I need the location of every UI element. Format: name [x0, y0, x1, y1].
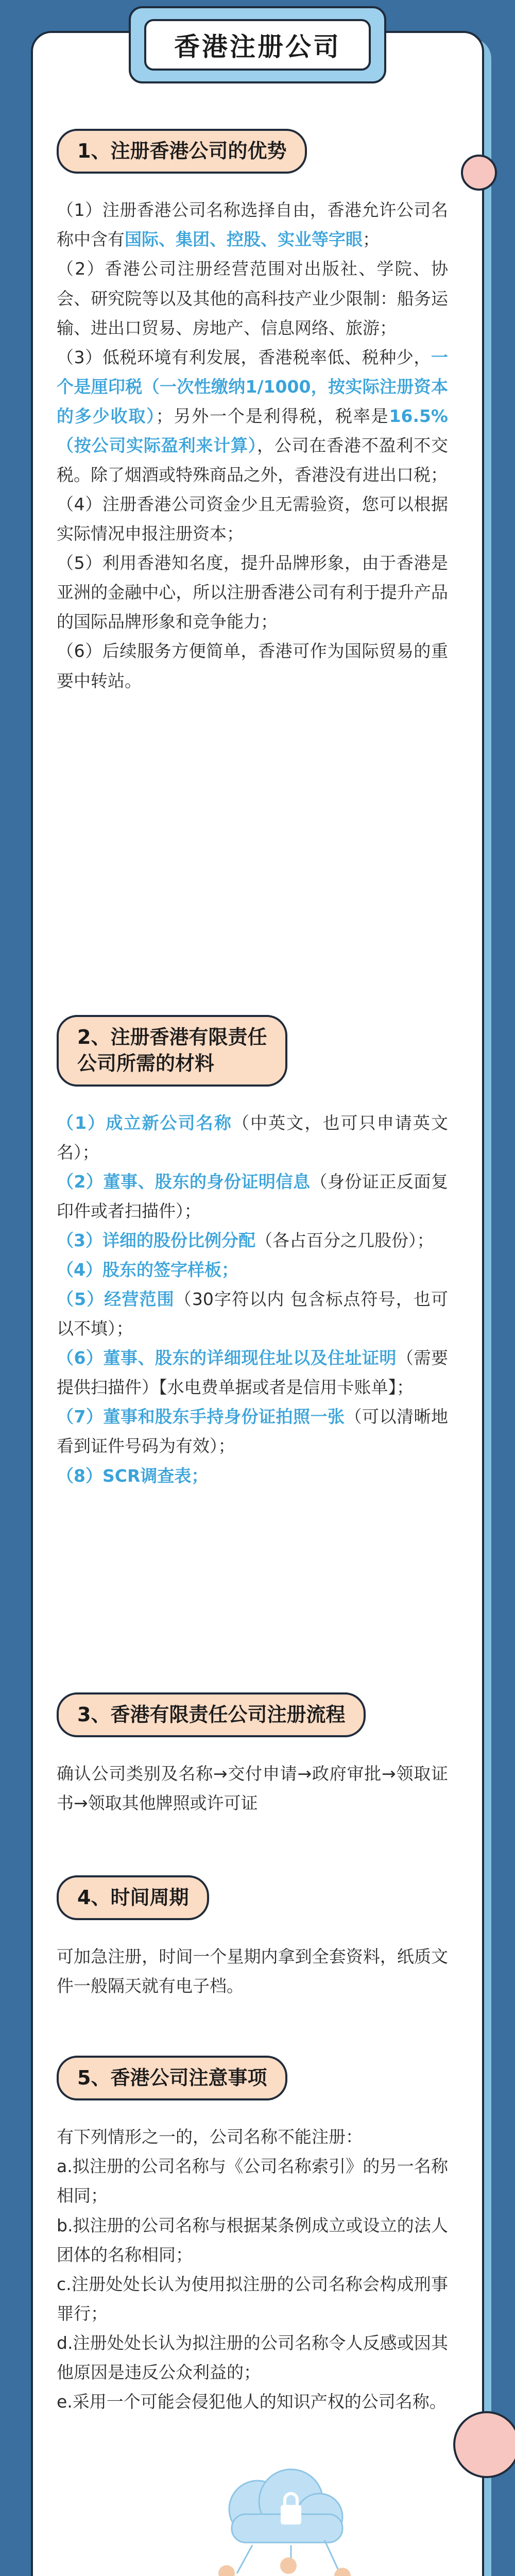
list-item: （2）董事、股东的身份证明信息（身份证正反面复印件或者扫描件）； — [57, 1171, 448, 1221]
section-notes — [57, 2056, 464, 2416]
section-heading: 3、香港有限责任公司注册流程 — [57, 1692, 366, 1737]
list-item: （5）经营范围（30字符以内 包含标点符号，也可以不填）； — [57, 1289, 448, 1339]
decorative-dot — [461, 155, 497, 191]
list-item: （8）SCR调查表； — [57, 1465, 209, 1486]
paragraph: 确认公司类别及名称→交付申请→政府审批→领取证书→领取其他牌照或许可证 — [57, 1764, 448, 1814]
section-heading: 4、时间周期 — [57, 1875, 209, 1920]
paragraph: （3）低税环境有利发展，香港税率低、税种少，一个是厘印税（一次性缴纳1/1000，按实际注册资本的多少收取）；另外一个是利得税，税率是16.5%（按公司实际盈利来计算），公司在香港不盈利不交税。除了烟酒或特殊商品之外，香港没有进出口税； — [57, 347, 449, 485]
list-item: e.采用一个可能会侵犯他人的知识产权的公司名称。 — [57, 2392, 447, 2412]
list-item: d.注册处处长认为拟注册的公司名称令人反感或因其他原因是违反公众利益的； — [57, 2332, 448, 2382]
paragraph: （5）利用香港知名度，提升品牌形象，由于香港是亚洲的金融中心，所以注册香港公司有利于提升产品的国际品牌形象和竞争能力； — [57, 553, 448, 632]
page-title: 香港注册公司 — [144, 19, 371, 71]
paragraph: 可加急注册，时间一个星期内拿到全套资料，纸质文件一般隔天就有电子档。 — [57, 1946, 448, 1996]
list-item: （7）董事和股东手持身份证拍照一张（可以清晰地看到证件号码为有效）； — [57, 1406, 449, 1456]
list-item: （1）成立新公司名称（中英文，也可只申请英文名）； — [57, 1112, 449, 1162]
section-body — [57, 1108, 448, 1490]
section-body — [57, 195, 448, 695]
paragraph: 有下列情形之一的，公司名称不能注册： — [57, 2127, 363, 2147]
decorative-dot — [453, 2411, 515, 2478]
paragraph: （6）后续服务方便简单，香港可作为国际贸易的重要中转站。 — [57, 641, 448, 691]
section-process — [57, 1692, 464, 1818]
section-timeline — [57, 1875, 464, 2001]
title-tab — [129, 6, 386, 83]
list-item: b.拟注册的公司名称与根据某条例成立或设立的法人团体的名称相同； — [57, 2215, 448, 2265]
list-item: （3）详细的股份比例分配（各占百分之几股份）； — [57, 1230, 434, 1250]
section-body — [57, 2122, 448, 2416]
section-body — [57, 1942, 448, 2001]
office-team-cloud-illustration — [170, 2463, 376, 2576]
list-item: （4）股东的签字样板； — [57, 1259, 238, 1280]
paragraph: （2）香港公司注册经营范围对出版社、学院、协会、研究院等以及其他的高科技产业少限制：船务运输、进出口贸易、房地产、信息网络、旅游； — [57, 259, 448, 338]
section-advantages — [57, 129, 464, 696]
section-heading: 1、注册香港公司的优势 — [57, 129, 307, 174]
section-materials — [57, 1015, 464, 1490]
list-item: c.注册处处长认为使用拟注册的公司名称会构成刑事罪行； — [57, 2274, 448, 2324]
section-heading: 2、注册香港有限责任 公司所需的材料 — [57, 1015, 287, 1087]
section-heading: 5、香港公司注意事项 — [57, 2056, 287, 2100]
section-body — [57, 1759, 448, 1818]
list-item: （6）董事、股东的详细现住址以及住址证明（需要提供扫描件）【水电费单据或者是信用卡账单】； — [57, 1348, 449, 1398]
paragraph: （4）注册香港公司资金少且无需验资，您可以根据实际情况申报注册资本； — [57, 494, 448, 544]
list-item: a.拟注册的公司名称与《公司名称索引》的另一名称相同； — [57, 2156, 448, 2206]
paragraph: （1）注册香港公司名称选择自由，香港允许公司名称中含有国际、集团、控股、实业等字眼； — [57, 200, 448, 250]
